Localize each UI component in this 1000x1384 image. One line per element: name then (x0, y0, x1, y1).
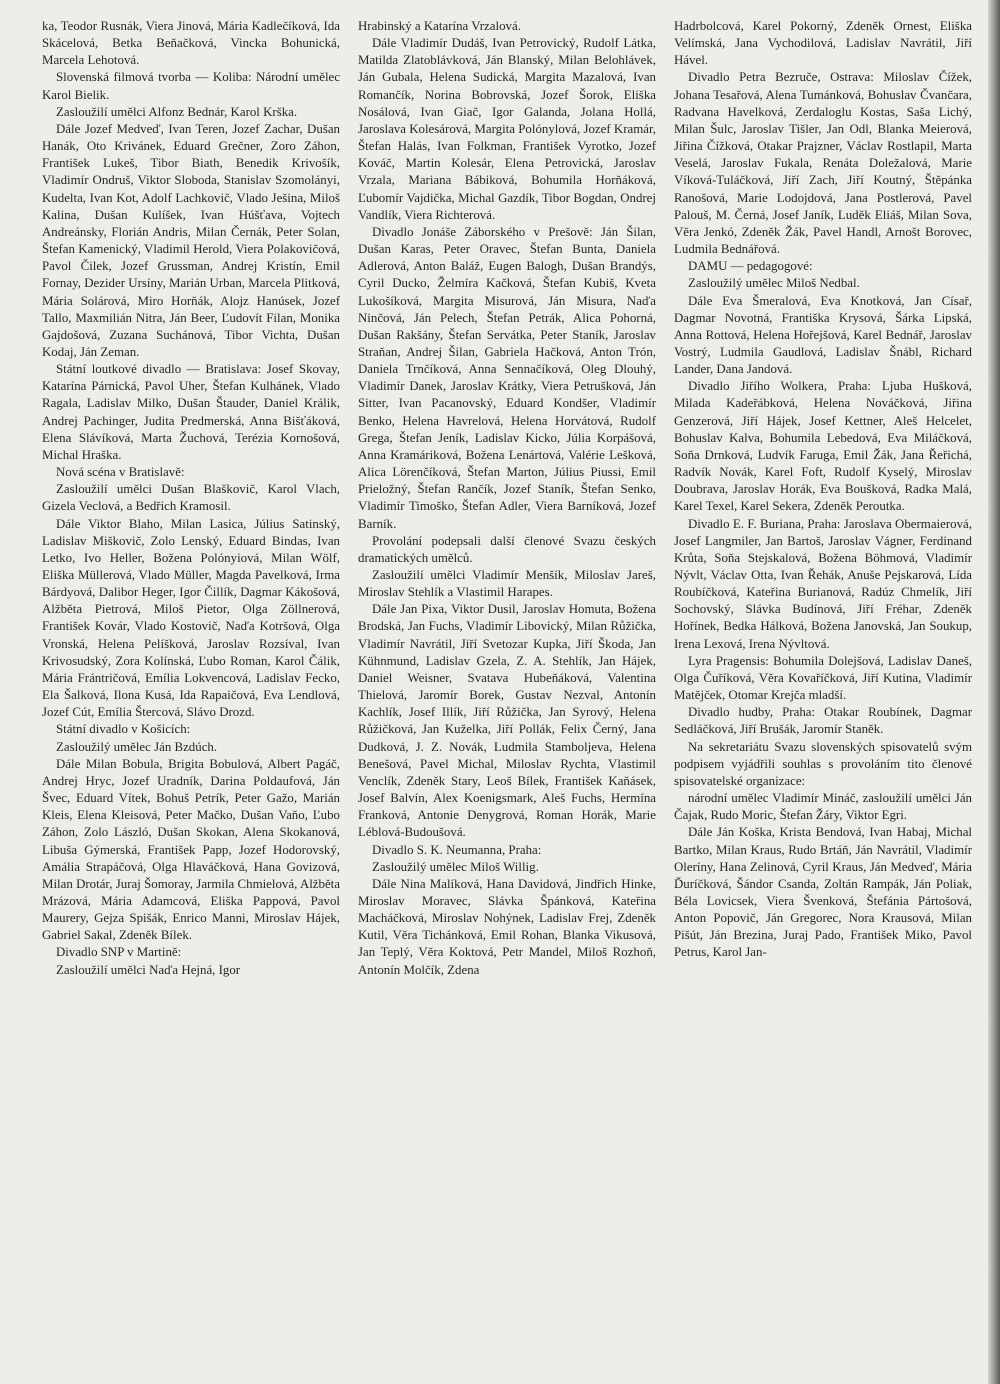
page-edge-shadow (988, 0, 1000, 1384)
paragraph: Divadlo E. F. Buriana, Praha: Jaroslava Obermaierová, Josef Langmiler, Jan Bartoš, Jaroslav Vágner, Ferdinand Krůta, Soňa Stejskalová, Božena Böhmová, Vladimír Nývlt, Václav Otta, Ivan Řehák, Anuše Pejskarová, Lída Roubíčková, Kateřina Burianová, Radúz Chmelík, Jiří Sochovský, Slávka Budínová, Jiří Fréhar, Zdeněk Hořínek, Bedka Hálková, Božena Janovská, Jan Soukup, Irena Lexová, Irena Nývltová. (674, 516, 972, 651)
paragraph: Zasloužilý umělec Miloš Nedbal. (688, 276, 860, 291)
text-columns (42, 18, 972, 1370)
paragraph: Divadlo Jiřího Wolkera, Praha: Ljuba Hušková, Milada Kadeřábková, Helena Nováčková, Jiřina Genzerová, Jiří Hájek, Josef Kettner, Aleš Helcelet, Bohuslav Kalva, Bohumila Lebedová, Eva Miláčková, Soňa Drnková, Ludvík Faruga, Emil Žák, Jana Řeřichá, Radvík Novák, Karel Foft, Rudolf Kyselý, Miroslav Doubrava, Jaroslav Horák, Eva Boušková, Radka Malá, Karel Texel, Karel Sekera, Zdeněk Peroutka. (674, 379, 972, 514)
paragraph: Dále Milan Bobula, Brigita Bobulová, Albert Pagáč, Andrej Hryc, Jozef Uradník, Darina Poldaufová, Ján Švec, Eduard Vítek, Bohuš Petrík, Peter Gažo, Marián Kleis, Elena Kleisová, Peter Mačko, Dušan Vaňo, Ľubo Záhon, Zolo László, Dušan Skokan, Alena Skokanová, Libuša Gýmerská, František Papp, Jozef Hodorovský, Amália Strapáčová, Olga Hlaváčková, Hana Govizová, Milan Drotár, Juraj Šomoray, Jarmila Chmielová, Alžběta Mrázová, Mária Adamcová, Eliška Pappová, Pavol Maurery, Gejza Spišák, Enrico Manni, Miroslav Hájek, Gabriel Sakal, Zdeněk Bílek. (42, 756, 340, 943)
column-1 (42, 18, 340, 1370)
paragraph: Zasloužilý umělec Ján Bzdúch. (56, 739, 218, 754)
paragraph: Dále Jan Pixa, Viktor Dusil, Jaroslav Homuta, Božena Brodská, Jan Fuchs, Vladimír Libovický, Milan Růžička, Vladimír Navrátil, Jiří Svetozar Kupka, Jiří Škoda, Jan Kühnmund, Ladislav Gzela, Z. A. Stehlík, Jan Hájek, Daniel Weisner, Svatava Hubeňáková, Valentina Thielová, Jaromír Borek, Gustav Nezval, Antonín Kachlík, Josef Illík, Jiří Růžička, Jan Syrový, Helena Růžičková, Jan Kuželka, Jiří Pollák, Felix Černý, Jana Dudková, J. Z. Novák, Ludmila Stamboljeva, Helena Benešová, Pavel Michal, Miloslav Rychta, Vlastimil Venclík, Zdeněk Stary, Leoš Bílek, František Kaňásek, Josef Balvín, Alex Koenigsmark, Aleš Fuchs, Hermína Franková, Antonie Denygrová, Roman Horák, Marie Léblová-Budoušová. (358, 602, 656, 840)
paragraph: Zasloužilí umělci Vladimír Menšík, Miloslav Jareš, Miroslav Stehlík a Vlastimil Harapes. (358, 568, 656, 600)
paragraph: Nová scéna v Bratislavě: (56, 465, 185, 480)
paragraph: Zasloužilí umělci Alfonz Bednár, Karol Krška. (56, 104, 298, 119)
paragraph: Státní loutkové divadlo — Bratislava: Josef Skovay, Katarína Párnická, Pavol Uher, Štefan Kulhánek, Vlado Ragala, Ladislav Milko, Dušan Štauder, Daniel Králik, Andrej Pachinger, Judita Predmerská, Anna Bišťáková, Elena Slávíková, Marta Žuchová, Terézia Kornošová, Michal Hraška. (42, 362, 340, 462)
column-2 (358, 18, 656, 1370)
paragraph: Dále Viktor Blaho, Milan Lasica, Július Satinský, Ladislav Miškovič, Zolo Lenský, Eduard Bindas, Ivan Letko, Ivo Heller, Božena Polónyiová, Milan Wölf, Eliška Müllerová, Vlado Müller, Magda Pavelková, Irma Bárdyová, Dalibor Heger, Igor Čillík, Dagmar Kákošová, Alžběta Pietrová, Miloš Pietor, Olga Zöllnerová, František Kovár, Vlado Kostovič, Naďa Kotršová, Olga Vronská, Helena Pelíšková, Jaroslav Rozsíval, Ivan Krivosudský, Zora Kolínská, Ľubo Roman, Karol Čálik, Mária Frántričová, Emília Lokvencová, Ladislav Fecko, Ela Šalková, Ilona Kusá, Ida Rapaičová, Eva Lendlová, Jozef Cút, Emília Štercová, Slávo Drozd. (42, 516, 340, 720)
paragraph: Zasloužilí umělci Dušan Blaškovič, Karol Vlach, Gizela Veclová, a Bedřich Kramosil. (42, 482, 340, 514)
paragraph: Dále Nina Malíková, Hana Davidová, Jindřich Hinke, Miroslav Moravec, Slávka Špánková, Kateřina Macháčková, Miroslav Nohýnek, Ladislav Frej, Zdeněk Kutil, Věra Tichánková, Emil Rohan, Blanka Vikusová, Jan Teplý, Věra Koktová, Petr Mandel, Miloš Rozhoň, Antonín Molčík, Zdena (358, 876, 656, 977)
paragraph: Divadlo hudby, Praha: Otakar Roubínek, Dagmar Sedláčková, Jiří Brušák, Jaromír Staněk. (674, 705, 972, 737)
column-3 (674, 18, 972, 1370)
paragraph: Slovenská filmová tvorba — Koliba: Národní umělec Karol Bielik. (42, 70, 340, 102)
paragraph: Zasloužilý umělec Miloš Willig. (372, 859, 539, 874)
paragraph: DAMU — pedagogové: (688, 259, 813, 274)
paragraph: Státní divadlo v Košicích: (56, 722, 191, 737)
paragraph: Dále Vladimír Dudáš, Ivan Petrovický, Rudolf Látka, Matilda Zlatoblávková, Ján Blanský, Milan Belohlávek, Ján Gubala, Helena Sudická, Margita Mazalová, Ivan Romančík, Norina Bobrovská, Jozef Šorok, Eliška Nosálová, Ivan Giač, Igor Galanda, Jolana Hollá, Jaroslava Kolesárová, Margita Polónylová, Jozef Kramár, Štefan Halás, Ivan Folkman, František Vyrotko, Jozef Kováč, Martin Kolesár, Elena Petrovická, Jaroslav Vrzala, Mariana Bábiková, Bohumila Horňáková, Ľubomír Vajdička, Michal Gazdík, Tibor Bogdan, Ondrej Vandlík, Viera Richterová. (358, 36, 656, 222)
paragraph: Na sekretariátu Svazu slovenských spisovatelů svým podpisem vyjádřili souhlas s provoláním tito členové spisovatelské organizace: (674, 739, 972, 788)
paragraph: Divadlo S. K. Neumanna, Praha: (372, 842, 542, 857)
paragraph: národní umělec Vladimír Mináč, zasloužilí umělci Ján Čajak, Rudo Moric, Štefan Žáry, Viktor Egri. (674, 791, 972, 823)
paragraph: Lyra Pragensis: Bohumila Dolejšová, Ladislav Daneš, Olga Čuříková, Věra Kovaříčková, Jiří Kutina, Vladimír Matějček, Otomar Krejča mladší. (674, 653, 972, 703)
paragraph: ka, Teodor Rusnák, Viera Jinová, Mária Kadlečíková, Ida Skácelová, Betka Beňačková, Vincka Bohunická, Marcela Lehotová. (42, 19, 340, 68)
paragraph: Divadlo Jonáše Záborského v Prešově: Ján Šilan, Dušan Karas, Peter Oravec, Štefan Bunta, Daniela Adlerová, Anton Baláž, Eugen Balogh, Dušan Brandýs, Cyril Ducko, Želmíra Kačková, Štefan Kubiš, Kveta Lukošíková, Margita Misurová, Ján Misura, Naďa Ninčová, Ján Pelech, Štefan Petrák, Alica Pohorná, Dušan Rakšány, Štefan Servátka, Peter Staník, Jaroslav Straňan, Andrej Šilan, Gabriela Hačková, Anton Trón, Daniela Trnčíková, Anna Sennačíková, Oleg Dlouhý, Vladimír Danek, Jaroslav Krátky, Viera Petrušková, Ján Sitter, Ivan Pacanovský, Eduard Kondšer, Vladimír Benko, Helena Havrelová, Helena Horvátová, Rudolf Grega, Štefan Jeník, Ladislav Kicko, Júlia Korpášová, Anna Kramáriková, Božena Lenártová, Valérie Lešková, Alica Lörenčíková, Štefan Marton, Július Piussi, Emil Prieložný, Štefan Rančík, Jozef Staník, Štefan Senko, Vladimír Timoško, Štefan Adler, Viera Barníková, Jozef Barník. (358, 224, 656, 531)
paragraph: Hadrbolcová, Karel Pokorný, Zdeněk Ornest, Eliška Velímská, Jana Vychodilová, Ladislav Navrátil, Jiří Hável. (674, 19, 972, 68)
paragraph: Divadlo Petra Bezruče, Ostrava: Miloslav Čížek, Johana Tesařová, Alena Tumánková, Bohuslav Čvančara, Radvana Havelková, Zerdaloglu Kostas, Saša Lichý, Milan Šulc, Jaroslav Tišler, Jan Odl, Blanka Meierová, Jiřina Čížková, Otakar Prajzner, Václav Rostlapil, Marta Veselá, Jaroslav Fukala, Renáta Doležalová, Marie Víková-Tuláčková, Jiří Zach, Jiří Koutný, Štěpánka Ranošová, Marie Lodojdová, Jana Postlerová, Pavel Palouš, M. Černá, Josef Janík, Luděk Eliáš, Milan Sova, Věra Jenkó, Zdeněk Žák, Pavel Handl, Arnošt Borovec, Ludmila Bednářová. (674, 70, 972, 257)
paragraph: Dále Eva Šmeralová, Eva Knotková, Jan Císař, Dagmar Novotná, Františka Krysová, Šárka Lipská, Anna Rottová, Helena Hořejšová, Karel Bednář, Jaroslav Vostrý, Ludmila Gaudlová, Ladislav Šnábl, Richard Lander, Dana Jandová. (674, 293, 972, 377)
paragraph: Provolání podepsali další členové Svazu českých dramatických umělců. (358, 533, 656, 565)
paragraph: Dále Jozef Medveď, Ivan Teren, Jozef Zachar, Dušan Hanák, Oto Krivánek, Eduard Grečner, Zoro Záhon, František Lukeš, Tibor Biath, Benedik Krivošík, Vladimír Ondruš, Viktor Sloboda, Stanislav Szomolányi, Kudelta, Ivan Kot, Adolf Lachkovič, Vlado Ješina, Miloš Kalina, Dušan Kulíšek, Ivan Húšťava, Vojtech Andreánsky, Florián Andris, Milan Černák, Peter Solan, Štefan Kamenický, Vladimil Herold, Viera Polakovičová, Pavol Čilek, Jozef Grussman, Andrej Kristín, Emil Fornay, Dezider Ursíny, Marián Urban, Marcela Plitková, Mária Solárová, Miro Horňák, Alojz Hanúsek, Jozef Tallo, Maxmilián Nitra, Ján Beer, Ľudovít Filan, Monika Gajdošová, Zuzana Suchánová, Tibor Vichta, Dušan Kodaj, Ján Zeman. (42, 121, 340, 359)
paragraph: Zasloužilí umělci Naďa Hejná, Igor (56, 962, 241, 977)
paragraph: Hrabinský a Katarína Vrzalová. (358, 19, 521, 33)
paragraph: Divadlo SNP v Martině: (56, 945, 182, 960)
paragraph: Dále Ján Koška, Krista Bendová, Ivan Habaj, Michal Bartko, Milan Kraus, Rudo Brtáň, Ján Navrátil, Vladimír Oleríny, Hana Zelinová, Cyril Kraus, Ján Medveď, Mária Ďuríčková, Šándor Csanda, Zoltán Rampák, Ján Poliak, Béla Lovicsek, Viera Švenková, Štefánia Pártošová, Anton Popovič, Ján Gregorec, Nora Krausová, Milan Pišút, Ján Brezina, Juraj Pado, František Miko, Pavol Petrus, Karol Jan- (674, 825, 972, 960)
